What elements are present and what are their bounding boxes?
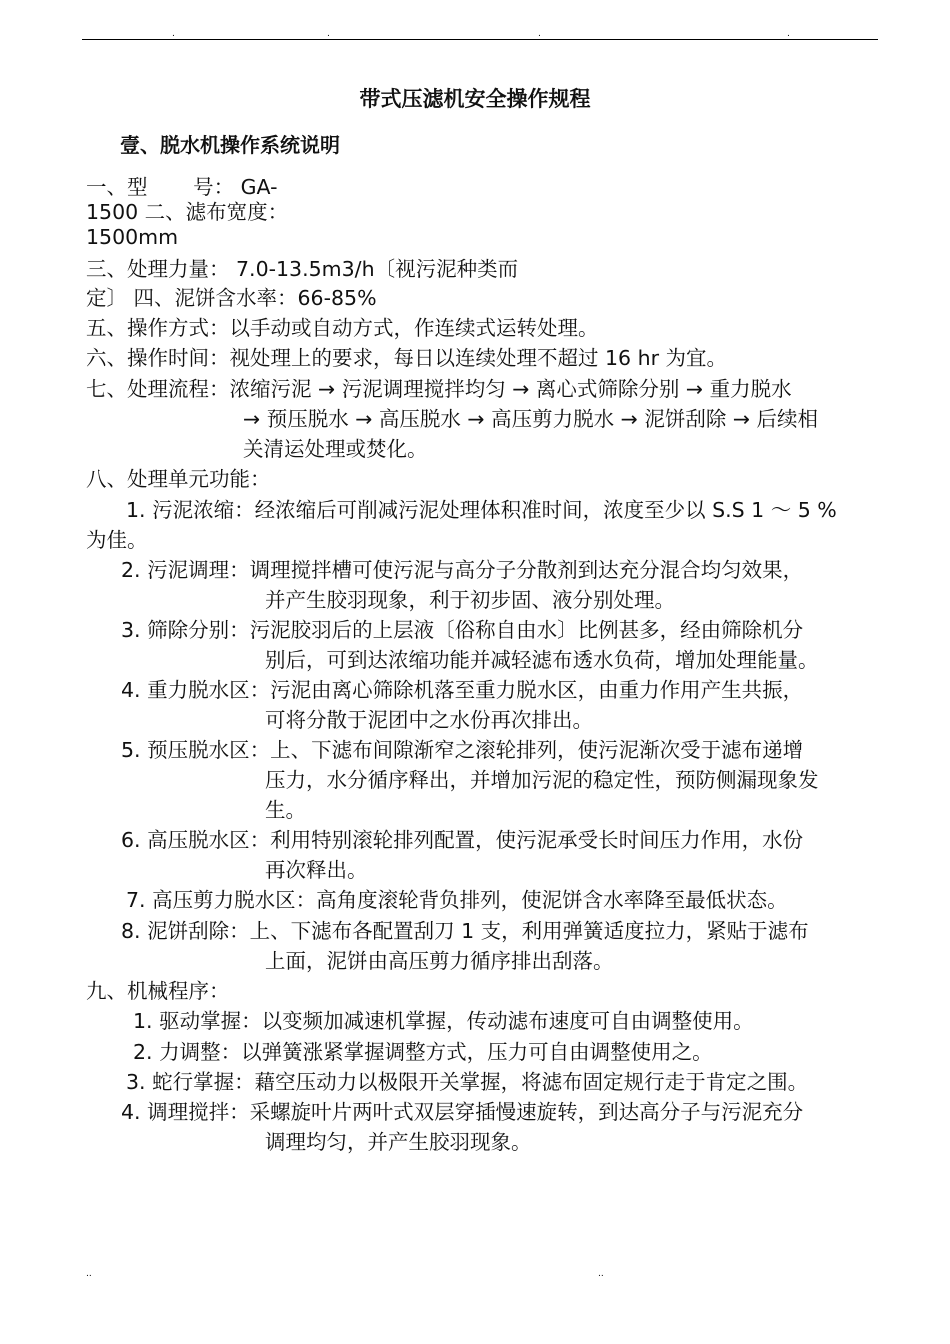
unit-item-cont: 再次释出。 — [265, 858, 368, 882]
spec-model: 一、型 号： GA- — [86, 175, 278, 199]
program-item: 4. 调理搅拌：采螺旋叶片两叶式双层穿插慢速旋转，到达高分子与污泥充分 — [121, 1100, 804, 1124]
spec-operation-time: 六、操作时间：视处理上的要求，每日以连续处理不超过 16 hr 为宜。 — [86, 346, 728, 370]
unit-functions-heading: 八、处理单元功能： — [86, 467, 271, 491]
unit-item-cont: 压力，水分循序释出，并增加污泥的稳定性，预防侧漏现象发 — [265, 768, 819, 792]
machine-program-heading: 九、机械程序： — [86, 979, 230, 1003]
document-title: 带式压滤机安全操作规程 — [359, 87, 591, 111]
unit-item: 3. 筛除分别：污泥胶羽后的上层液〔俗称自由水〕比例甚多，经由筛除机分 — [121, 618, 804, 642]
spec-width: 1500 二、滤布宽度： — [86, 200, 289, 224]
unit-item: 5. 预压脱水区：上、下滤布间隙渐窄之滚轮排列，使污泥渐次受于滤布递增 — [121, 738, 804, 762]
program-item-cont: 调理均匀，并产生胶羽现象。 — [265, 1130, 532, 1154]
spec-moisture: 定〕 四、泥饼含水率：66-85% — [86, 286, 377, 310]
spec-operation-mode: 五、操作方式：以手动或自动方式，作连续式运转处理。 — [86, 316, 599, 340]
unit-item: 4. 重力脱水区：污泥由离心筛除机落至重力脱水区，由重力作用产生共振， — [121, 678, 804, 702]
header-mark: . — [538, 29, 541, 39]
program-item: 1. 驱动掌握：以变频加减速机掌握，传动滤布速度可自由调整使用。 — [133, 1009, 754, 1033]
program-item: 3. 蛇行掌握：藉空压动力以极限开关掌握，将滤布固定规行走于肯定之围。 — [126, 1070, 809, 1094]
unit-item: 2. 污泥调理：调理搅拌槽可使污泥与高分子分散剂到达充分混合均匀效果， — [121, 558, 804, 582]
unit-item-cont: 上面，泥饼由高压剪力循序排出刮落。 — [265, 949, 614, 973]
spec-process-flow-cont: 关清运处理或焚化。 — [243, 437, 428, 461]
spec-process-flow-cont: → 预压脱水 → 高压脱水 → 高压剪力脱水 → 泥饼刮除 → 后续相 — [243, 407, 819, 431]
header-mark: . — [172, 29, 175, 39]
unit-item-cont: 可将分散于泥团中之水份再次排出。 — [265, 708, 593, 732]
spec-width-value: 1500mm — [86, 225, 179, 249]
header-mark: . — [327, 29, 330, 39]
header-mark: . — [787, 29, 790, 39]
section-heading: 壹、脱水机操作系统说明 — [120, 133, 340, 157]
unit-item: 7. 高压剪力脱水区：高角度滚轮背负排列，使泥饼含水率降至最低状态。 — [126, 888, 788, 912]
unit-item-cont: 生。 — [265, 798, 306, 822]
footer-mark-left: .. — [86, 1269, 92, 1279]
program-item: 2. 力调整：以弹簧涨紧掌握调整方式，压力可自由调整使用之。 — [133, 1040, 713, 1064]
footer-mark-right: .. — [598, 1269, 604, 1279]
unit-item-cont: 为佳。 — [86, 528, 148, 552]
header-rule — [82, 39, 878, 40]
spec-capacity: 三、处理力量： 7.0-13.5m3/h〔视污泥种类而 — [86, 257, 519, 281]
unit-item: 8. 泥饼刮除：上、下滤布各配置刮刀 1 支，利用弹簧适度拉力，紧贴于滤布 — [121, 919, 809, 943]
unit-item-cont: 并产生胶羽现象，利于初步固、液分别处理。 — [265, 588, 675, 612]
unit-item: 1. 污泥浓缩：经浓缩后可削减污泥处理体积准时间，浓度至少以 S.S 1 ～ 5 % — [126, 498, 837, 522]
unit-item-cont: 别后，可到达浓缩功能并减轻滤布透水负荷，增加处理能量。 — [265, 648, 819, 672]
unit-item: 6. 高压脱水区：利用特别滚轮排列配置，使污泥承受长时间压力作用，水份 — [121, 828, 804, 852]
spec-process-flow: 七、处理流程：浓缩污泥 → 污泥调理搅拌均匀 → 离心式筛除分别 → 重力脱水 — [86, 377, 792, 401]
